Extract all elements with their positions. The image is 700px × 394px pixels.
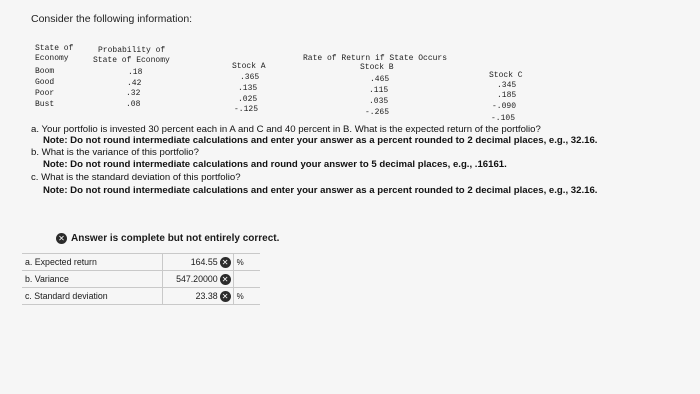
answer-value: 547.20000 [176, 274, 218, 284]
header-prob-line1: Probability of [98, 46, 166, 55]
prob-cell: .18 [128, 68, 143, 77]
answer-label: c. Standard deviation [22, 288, 162, 305]
header-stock-c: Stock C [489, 71, 523, 80]
stock-b-cell: .035 [369, 97, 389, 106]
answer-value: 23.38 [195, 291, 218, 301]
question-a-note: Note: Do not round intermediate calculations and enter your answer as a percent rounded to 2 decimal places, e.g., 32.16. [43, 135, 598, 146]
answer-label: b. Variance [22, 271, 162, 288]
answer-status [56, 233, 279, 244]
stock-b-cell: .465 [370, 75, 390, 84]
question-b: b. What is the variance of this portfolio? [31, 147, 199, 158]
header-state-line2: Economy [35, 54, 69, 63]
question-b-note: Note: Do not round intermediate calculations and round your answer to 5 decimal places, e.g., .16161. [43, 159, 507, 170]
x-circle-icon: ✕ [220, 274, 231, 285]
stock-a-cell: .365 [240, 73, 260, 82]
state-cell: Bust [35, 100, 55, 109]
stock-b-cell: -.265 [365, 108, 390, 117]
header-stock-b: Stock B [360, 63, 394, 72]
stock-a-cell: .025 [238, 95, 258, 104]
table-row [22, 271, 260, 288]
x-circle-icon: ✕ [56, 233, 67, 244]
stock-a-cell: .135 [238, 84, 258, 93]
prob-cell: .42 [127, 79, 142, 88]
stock-c-cell: -.090 [492, 102, 517, 111]
x-circle-icon: ✕ [220, 291, 231, 302]
answer-unit: % [233, 254, 260, 271]
intro-text: Consider the following information: [31, 13, 193, 25]
stock-c-cell: .185 [497, 91, 517, 100]
stock-c-cell: .345 [497, 81, 517, 90]
state-cell: Good [35, 78, 55, 87]
answer-status-text: Answer is complete but not entirely correct. [71, 233, 280, 244]
x-circle-icon: ✕ [220, 257, 231, 268]
state-cell: Boom [35, 67, 55, 76]
answer-input-expected-return[interactable] [162, 254, 233, 271]
table-row [22, 288, 260, 305]
stock-b-cell: .115 [369, 86, 389, 95]
question-c: c. What is the standard deviation of this portfolio? [31, 172, 241, 183]
question-a: a. Your portfolio is invested 30 percent each in A and C and 40 percent in B. What is the expected return of the portfolio? [31, 124, 541, 135]
state-cell: Poor [35, 89, 55, 98]
answer-input-standard-deviation[interactable] [162, 288, 233, 305]
header-stock-a: Stock A [232, 62, 266, 71]
prob-cell: .32 [126, 89, 141, 98]
answer-value: 164.55 [190, 257, 218, 267]
answer-table [22, 253, 260, 305]
header-rate-of-return: Rate of Return if State Occurs [303, 54, 448, 63]
answer-input-variance[interactable] [162, 271, 233, 288]
stock-a-cell: -.125 [234, 105, 259, 114]
answer-unit [233, 271, 260, 288]
prob-cell: .08 [126, 100, 141, 109]
header-prob-line2: State of Economy [93, 56, 170, 65]
header-state-line1: State of [35, 44, 74, 53]
answer-label: a. Expected return [22, 254, 162, 271]
stock-c-cell: -.105 [491, 114, 516, 123]
table-row [22, 254, 260, 271]
answer-unit: % [233, 288, 260, 305]
question-c-note: Note: Do not round intermediate calculations and enter your answer as a percent rounded to 2 decimal places, e.g., 32.16. [43, 185, 598, 196]
